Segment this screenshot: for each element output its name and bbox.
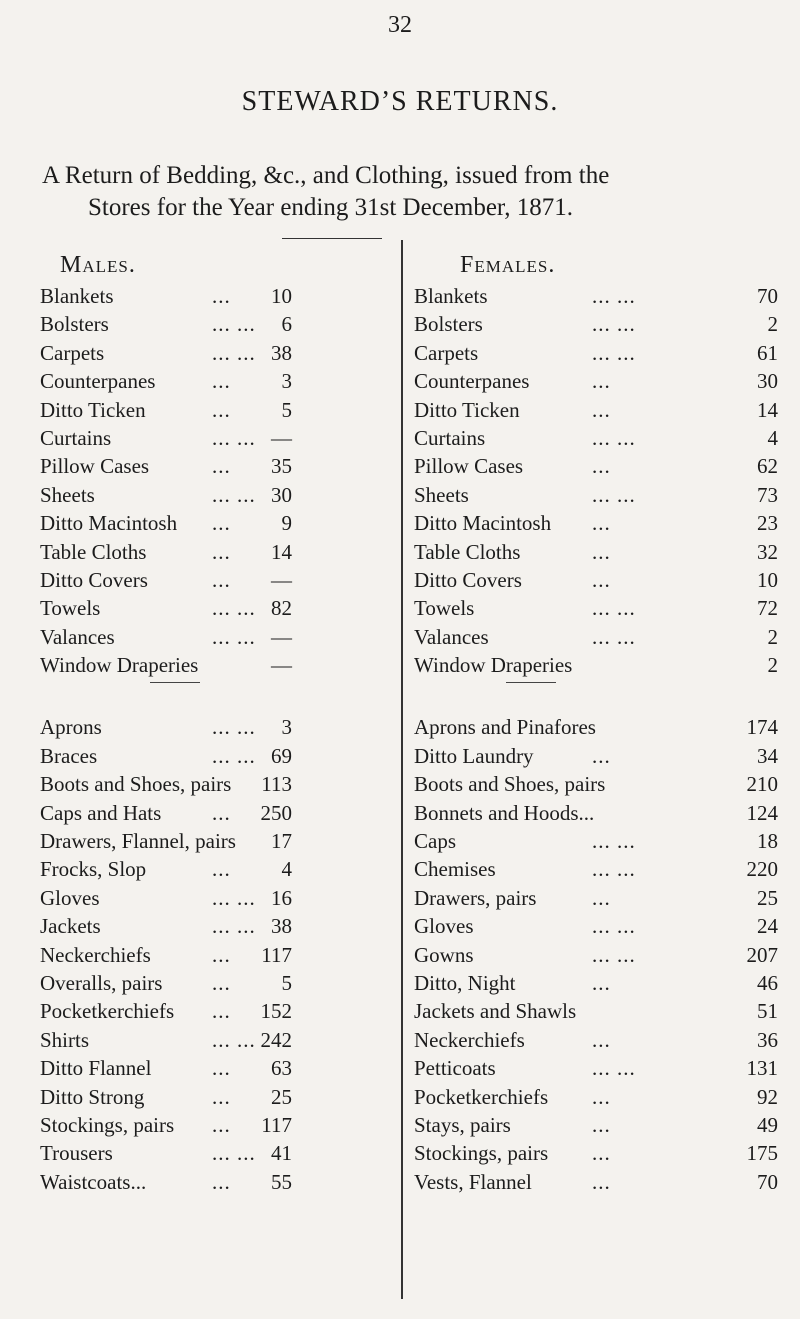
item-count: 14 <box>271 539 292 564</box>
leader-dots: ... <box>592 1169 611 1194</box>
item-count: 17 <box>271 829 292 854</box>
item-count: 61 <box>757 340 778 365</box>
item-label: Boots and Shoes, pairs <box>40 772 232 797</box>
item-label: Bolsters <box>40 312 109 337</box>
item-count: 117 <box>261 1112 292 1137</box>
item-count: — <box>271 567 292 592</box>
separator-rule <box>506 682 556 683</box>
table-row <box>40 424 380 452</box>
item-count: 38 <box>271 340 292 365</box>
item-count: 49 <box>757 1112 778 1137</box>
item-count: 250 <box>260 800 292 825</box>
table-row <box>414 1168 778 1196</box>
item-count: 10 <box>757 567 778 592</box>
item-count: 55 <box>271 1169 292 1194</box>
table-row <box>40 770 380 798</box>
item-count: — <box>271 624 292 649</box>
leader-dots: ... <box>212 567 231 592</box>
item-label: Window Draperies <box>40 653 199 678</box>
leader-dots: ... ... <box>592 857 636 882</box>
item-label: Drawers, pairs <box>414 885 537 910</box>
item-label: Ditto Laundry <box>414 743 534 768</box>
leader-dots: ... ... <box>592 312 636 337</box>
table-row <box>40 827 380 855</box>
leader-dots: ... ... <box>212 885 256 910</box>
item-count: 2 <box>767 653 778 678</box>
females-column <box>414 282 778 1196</box>
item-label: Curtains <box>414 425 486 450</box>
item-count: 63 <box>271 1056 292 1081</box>
table-row <box>414 651 778 679</box>
item-count: 46 <box>757 970 778 995</box>
table-row <box>40 855 380 883</box>
table-row <box>40 481 380 509</box>
item-count: 6 <box>281 312 292 337</box>
item-label: Bonnets and Hoods... <box>414 800 595 825</box>
item-label: Counterpanes <box>414 369 530 394</box>
leader-dots: ... <box>592 1084 611 1109</box>
leader-dots: ... ... <box>212 1027 256 1052</box>
item-count: 72 <box>757 596 778 621</box>
table-row <box>414 396 778 424</box>
item-count: 175 <box>746 1141 778 1166</box>
item-count: 3 <box>281 715 292 740</box>
leader-dots: ... ... <box>592 942 636 967</box>
item-label: Valances <box>40 624 115 649</box>
item-label: Stockings, pairs <box>414 1141 549 1166</box>
item-label: Boots and Shoes, pairs <box>414 772 606 797</box>
item-count: 62 <box>757 454 778 479</box>
item-label: Caps and Hats <box>40 800 162 825</box>
item-count: 36 <box>757 1027 778 1052</box>
header-rule <box>282 238 382 239</box>
table-row <box>40 713 380 741</box>
table-row <box>40 997 380 1025</box>
table-row <box>40 594 380 622</box>
item-label: Gloves <box>414 914 474 939</box>
item-count: 5 <box>281 970 292 995</box>
table-row <box>40 509 380 537</box>
item-label: Jackets and Shawls <box>414 999 577 1024</box>
leader-dots: ... <box>592 1027 611 1052</box>
leader-dots: ... <box>592 539 611 564</box>
item-label: Ditto Macintosh <box>40 511 178 536</box>
item-label: Pocketkerchiefs <box>40 999 175 1024</box>
item-count: 9 <box>281 511 292 536</box>
leader-dots: ... ... <box>212 624 256 649</box>
item-label: Table Cloths <box>414 539 521 564</box>
item-label: Jackets <box>40 914 101 939</box>
item-count: 117 <box>261 942 292 967</box>
column-divider <box>401 240 403 1299</box>
leader-dots: ... <box>212 857 231 882</box>
table-row <box>40 367 380 395</box>
table-row <box>414 566 778 594</box>
table-row <box>414 1139 778 1167</box>
table-row <box>414 623 778 651</box>
intro-text <box>42 160 772 224</box>
item-label: Stockings, pairs <box>40 1112 175 1137</box>
leader-dots: ... ... <box>212 743 256 768</box>
table-row <box>414 1054 778 1082</box>
item-count: 4 <box>767 425 778 450</box>
table-row <box>414 742 778 770</box>
item-count: 51 <box>757 999 778 1024</box>
leader-dots: ... <box>212 1056 231 1081</box>
leader-dots: ... <box>592 743 611 768</box>
leader-dots: ... <box>592 369 611 394</box>
item-label: Aprons <box>40 715 102 740</box>
item-label: Towels <box>40 596 101 621</box>
item-label: Ditto Ticken <box>40 397 146 422</box>
item-count: 2 <box>767 312 778 337</box>
leader-dots: ... <box>212 1084 231 1109</box>
item-label: Aprons and Pinafores <box>414 715 596 740</box>
item-count: 3 <box>281 369 292 394</box>
item-label: Neckerchiefs <box>40 942 151 967</box>
item-count: 152 <box>260 999 292 1024</box>
males-header: Males. <box>60 252 136 278</box>
table-row <box>414 713 778 741</box>
leader-dots: ... ... <box>592 829 636 854</box>
item-label: Ditto, Night <box>414 970 516 995</box>
leader-dots: ... ... <box>592 914 636 939</box>
item-label: Ditto Macintosh <box>414 511 552 536</box>
item-count: — <box>271 425 292 450</box>
item-count: 38 <box>271 914 292 939</box>
separator-rule <box>150 682 200 683</box>
table-row <box>414 594 778 622</box>
leader-dots: ... ... <box>592 482 636 507</box>
leader-dots: ... <box>212 284 231 308</box>
item-count: — <box>271 653 292 678</box>
leader-dots: ... ... <box>212 596 256 621</box>
item-count: 92 <box>757 1084 778 1109</box>
item-label: Curtains <box>40 425 112 450</box>
item-count: 207 <box>746 942 778 967</box>
item-label: Sheets <box>414 482 469 507</box>
item-count: 18 <box>757 829 778 854</box>
item-label: Ditto Strong <box>40 1084 145 1109</box>
table-row <box>414 770 778 798</box>
item-label: Ditto Covers <box>40 567 148 592</box>
table-row <box>414 424 778 452</box>
table-row <box>40 1168 380 1196</box>
leader-dots: ... <box>592 885 611 910</box>
section-separator <box>414 679 778 713</box>
table-row <box>40 969 380 997</box>
item-label: Shirts <box>40 1027 90 1052</box>
leader-dots: ... <box>592 397 611 422</box>
item-label: Towels <box>414 596 475 621</box>
page-title: STEWARD’S RETURNS. <box>241 86 559 117</box>
table-row <box>414 509 778 537</box>
table-row <box>40 538 380 566</box>
item-count: 2 <box>767 624 778 649</box>
item-count: 70 <box>757 1169 778 1194</box>
leader-dots: ... <box>592 567 611 592</box>
item-label: Window Draperies <box>414 653 573 678</box>
table-row <box>414 941 778 969</box>
leader-dots: ... <box>212 397 231 422</box>
table-row <box>414 969 778 997</box>
leader-dots: ... ... <box>592 624 636 649</box>
item-label: Caps <box>414 829 456 854</box>
item-count: 41 <box>271 1141 292 1166</box>
item-count: 24 <box>757 914 778 939</box>
table-row <box>40 1054 380 1082</box>
table-row <box>414 452 778 480</box>
leader-dots: ... ... <box>592 596 636 621</box>
leader-dots: ... <box>212 1112 231 1137</box>
item-count: 35 <box>271 454 292 479</box>
item-label: Bolsters <box>414 312 483 337</box>
leader-dots: ... <box>592 1112 611 1137</box>
males-column <box>40 282 380 1196</box>
table-row <box>40 912 380 940</box>
item-count: 113 <box>261 772 292 797</box>
table-row <box>40 623 380 651</box>
leader-dots: ... <box>212 454 231 479</box>
item-label: Vests, Flannel <box>414 1169 532 1194</box>
item-label: Stays, pairs <box>414 1112 511 1137</box>
table-row <box>414 799 778 827</box>
item-label: Chemises <box>414 857 496 882</box>
table-row <box>414 827 778 855</box>
table-row <box>40 1139 380 1167</box>
item-label: Pillow Cases <box>414 454 524 479</box>
item-count: 30 <box>271 482 292 507</box>
item-label: Counterpanes <box>40 369 156 394</box>
table-row <box>414 282 778 310</box>
item-label: Table Cloths <box>40 539 147 564</box>
intro-line-2: Stores for the Year ending 31st December, 1871. <box>88 194 574 221</box>
leader-dots: ... <box>212 800 231 825</box>
leader-dots: ... <box>212 1169 231 1194</box>
leader-dots: ... ... <box>212 914 256 939</box>
item-label: Neckerchiefs <box>414 1027 525 1052</box>
item-label: Petticoats <box>414 1056 496 1081</box>
table-row <box>414 1111 778 1139</box>
item-count: 131 <box>746 1056 778 1081</box>
item-label: Carpets <box>414 340 479 365</box>
page-number: 32 <box>388 12 412 38</box>
leader-dots: ... <box>592 511 611 536</box>
table-row <box>40 1111 380 1139</box>
table-row <box>40 651 380 679</box>
item-count: 174 <box>746 715 778 740</box>
item-label: Sheets <box>40 482 95 507</box>
item-label: Blankets <box>40 284 114 308</box>
item-label: Pillow Cases <box>40 454 150 479</box>
table-row <box>414 912 778 940</box>
leader-dots: ... ... <box>592 1056 636 1081</box>
leader-dots: ... <box>212 970 231 995</box>
table-row <box>40 310 380 338</box>
leader-dots: ... <box>212 511 231 536</box>
item-label: Ditto Covers <box>414 567 522 592</box>
item-label: Gowns <box>414 942 474 967</box>
table-row <box>414 481 778 509</box>
item-count: 4 <box>281 857 292 882</box>
item-label: Carpets <box>40 340 105 365</box>
table-row <box>40 884 380 912</box>
table-row <box>414 1026 778 1054</box>
section-separator <box>40 679 380 713</box>
item-count: 16 <box>271 885 292 910</box>
table-row <box>414 310 778 338</box>
intro-line-1: A Return of Bedding, &c., and Clothing, issued from the <box>42 162 610 189</box>
item-label: Blankets <box>414 284 488 308</box>
leader-dots: ... ... <box>592 284 636 308</box>
leader-dots: ... <box>592 454 611 479</box>
item-count: 124 <box>746 800 778 825</box>
item-count: 23 <box>757 511 778 536</box>
table-row <box>414 855 778 883</box>
item-label: Drawers, Flannel, pairs <box>40 829 236 854</box>
item-label: Waistcoats... <box>40 1169 147 1194</box>
females-header: Females. <box>460 252 556 278</box>
item-count: 34 <box>757 743 778 768</box>
item-count: 5 <box>281 397 292 422</box>
leader-dots: ... ... <box>212 1141 256 1166</box>
item-count: 220 <box>746 857 778 882</box>
leader-dots: ... ... <box>212 482 256 507</box>
table-row <box>40 742 380 770</box>
table-row <box>40 566 380 594</box>
item-count: 210 <box>746 772 778 797</box>
table-row <box>40 1026 380 1054</box>
table-row <box>40 339 380 367</box>
table-row <box>40 282 380 310</box>
leader-dots: ... <box>212 942 231 967</box>
item-count: 10 <box>271 284 292 308</box>
item-count: 73 <box>757 482 778 507</box>
table-row <box>414 1083 778 1111</box>
leader-dots: ... <box>212 999 231 1024</box>
table-row <box>40 396 380 424</box>
item-label: Pocketkerchiefs <box>414 1084 549 1109</box>
item-label: Ditto Ticken <box>414 397 520 422</box>
table-row <box>40 941 380 969</box>
item-count: 14 <box>757 397 778 422</box>
item-count: 70 <box>757 284 778 308</box>
item-count: 82 <box>271 596 292 621</box>
item-count: 25 <box>271 1084 292 1109</box>
leader-dots: ... <box>212 539 231 564</box>
leader-dots: ... <box>592 970 611 995</box>
leader-dots: ... ... <box>212 312 256 337</box>
item-label: Trousers <box>40 1141 113 1166</box>
item-label: Ditto Flannel <box>40 1056 152 1081</box>
table-row <box>414 884 778 912</box>
leader-dots: ... ... <box>592 425 636 450</box>
item-label: Braces <box>40 743 98 768</box>
leader-dots: ... ... <box>212 425 256 450</box>
item-label: Valances <box>414 624 489 649</box>
table-row <box>414 339 778 367</box>
table-row <box>40 799 380 827</box>
table-row <box>414 367 778 395</box>
table-row <box>414 997 778 1025</box>
item-count: 242 <box>260 1027 292 1052</box>
item-count: 32 <box>757 539 778 564</box>
leader-dots: ... ... <box>212 715 256 740</box>
leader-dots: ... <box>212 369 231 394</box>
table-row <box>40 452 380 480</box>
leader-dots: ... <box>592 1141 611 1166</box>
item-count: 25 <box>757 885 778 910</box>
table-row <box>414 538 778 566</box>
table-row <box>40 1083 380 1111</box>
item-label: Frocks, Slop <box>40 857 147 882</box>
item-label: Gloves <box>40 885 100 910</box>
leader-dots: ... ... <box>212 340 256 365</box>
leader-dots: ... ... <box>592 340 636 365</box>
item-count: 69 <box>271 743 292 768</box>
item-label: Overalls, pairs <box>40 970 163 995</box>
item-count: 30 <box>757 369 778 394</box>
